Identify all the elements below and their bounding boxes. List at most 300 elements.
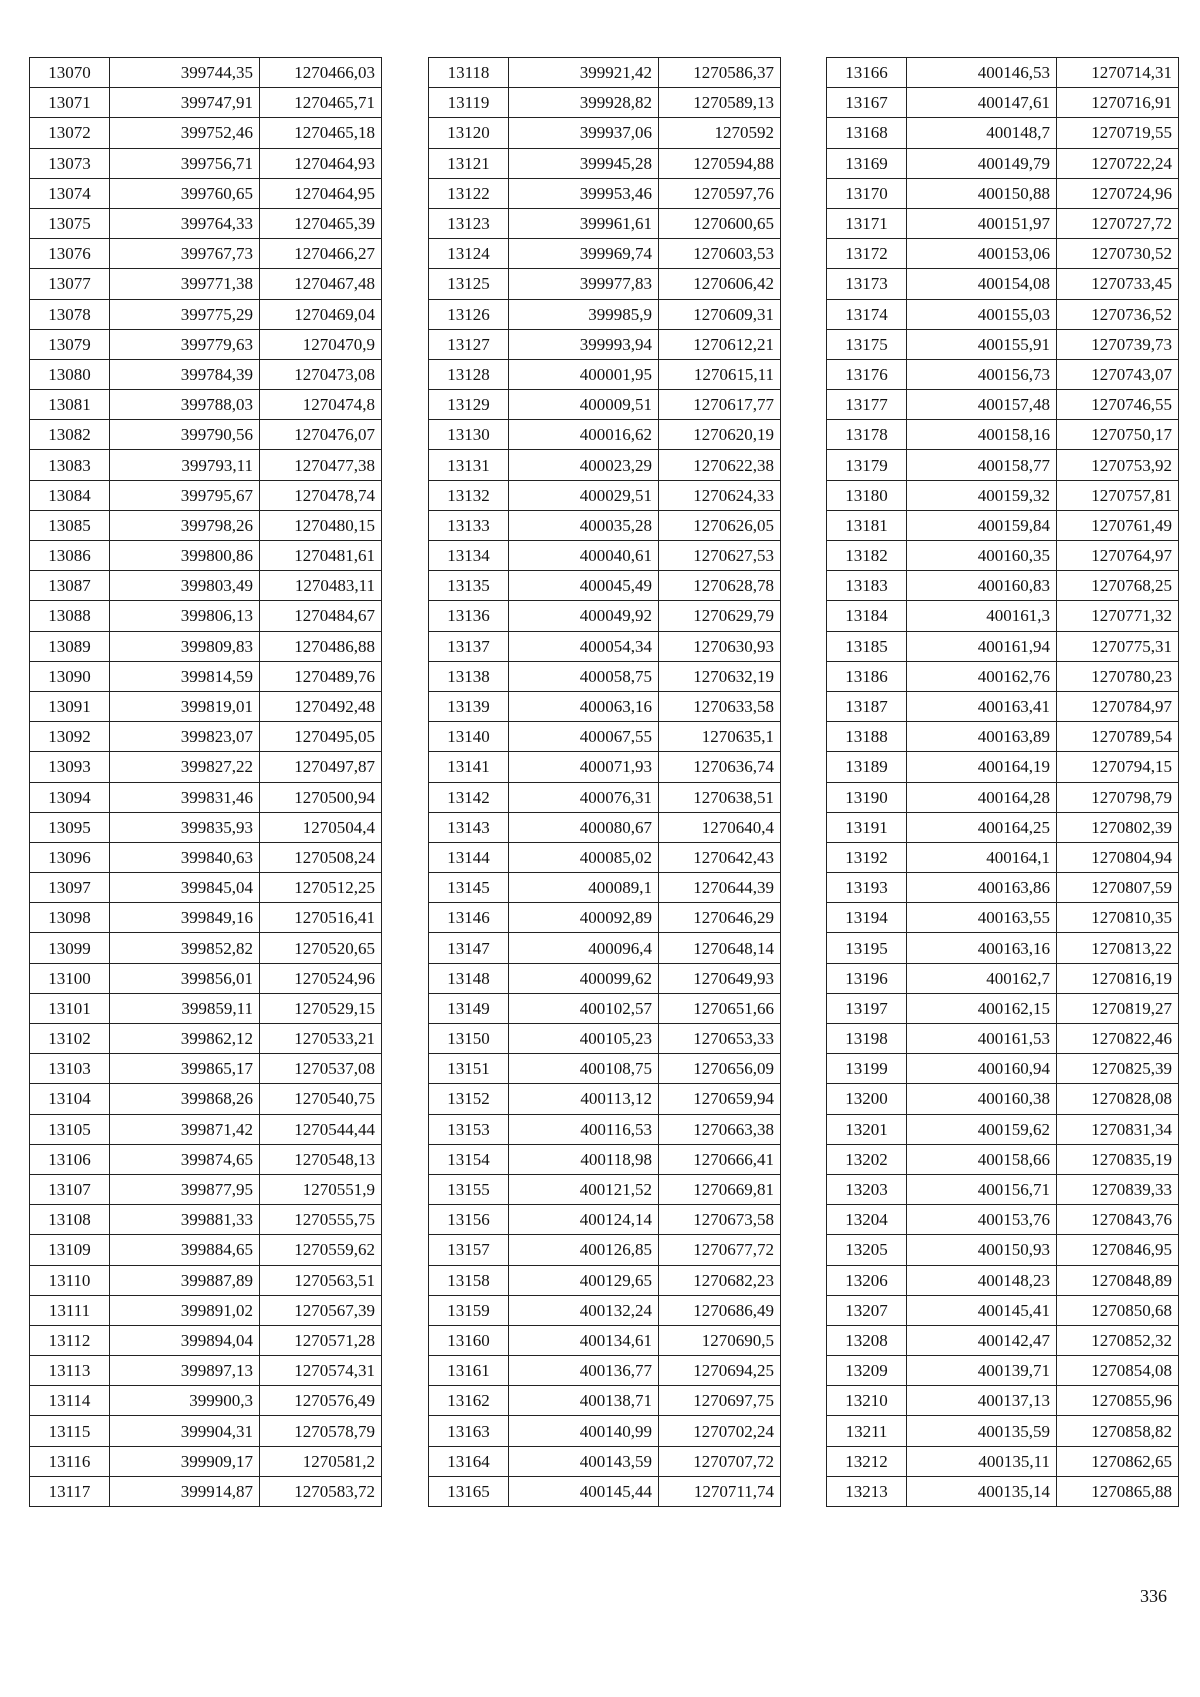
point-number-cell: 13129 xyxy=(429,390,509,420)
y-coordinate-cell: 1270484,67 xyxy=(260,601,382,631)
table-row xyxy=(827,1235,1179,1265)
y-coordinate-cell: 1270563,51 xyxy=(260,1265,382,1295)
point-number-cell: 13195 xyxy=(827,933,907,963)
table-row xyxy=(429,631,781,661)
point-number-cell: 13211 xyxy=(827,1416,907,1446)
point-number-cell: 13151 xyxy=(429,1054,509,1084)
point-number-cell: 13168 xyxy=(827,118,907,148)
table-row xyxy=(429,1295,781,1325)
table-row xyxy=(429,963,781,993)
point-number-cell: 13094 xyxy=(30,782,110,812)
point-number-cell: 13185 xyxy=(827,631,907,661)
table-row xyxy=(429,993,781,1023)
table-row xyxy=(429,118,781,148)
table-row xyxy=(30,269,382,299)
y-coordinate-cell: 1270636,74 xyxy=(659,752,781,782)
x-coordinate-cell: 400163,55 xyxy=(907,903,1057,933)
x-coordinate-cell: 400108,75 xyxy=(509,1054,659,1084)
table-row xyxy=(30,601,382,631)
x-coordinate-cell: 400132,24 xyxy=(509,1295,659,1325)
table-row xyxy=(827,993,1179,1023)
x-coordinate-cell: 399747,91 xyxy=(110,88,260,118)
x-coordinate-cell: 400134,61 xyxy=(509,1325,659,1355)
point-number-cell: 13206 xyxy=(827,1265,907,1295)
x-coordinate-cell: 400156,71 xyxy=(907,1174,1057,1204)
y-coordinate-cell: 1270629,79 xyxy=(659,601,781,631)
y-coordinate-cell: 1270600,65 xyxy=(659,208,781,238)
table-row xyxy=(429,903,781,933)
x-coordinate-cell: 399945,28 xyxy=(509,148,659,178)
table-row xyxy=(429,148,781,178)
table-row xyxy=(30,1054,382,1084)
y-coordinate-cell: 1270663,38 xyxy=(659,1114,781,1144)
table-row xyxy=(30,571,382,601)
point-number-cell: 13199 xyxy=(827,1054,907,1084)
table-row xyxy=(429,601,781,631)
y-coordinate-cell: 1270640,4 xyxy=(659,812,781,842)
y-coordinate-cell: 1270784,97 xyxy=(1057,691,1179,721)
y-coordinate-cell: 1270716,91 xyxy=(1057,88,1179,118)
table-row xyxy=(429,661,781,691)
table-row xyxy=(827,1446,1179,1476)
point-number-cell: 13189 xyxy=(827,752,907,782)
point-number-cell: 13210 xyxy=(827,1386,907,1416)
y-coordinate-cell: 1270470,9 xyxy=(260,329,382,359)
table-row xyxy=(827,752,1179,782)
table-row xyxy=(30,178,382,208)
point-number-cell: 13188 xyxy=(827,722,907,752)
x-coordinate-cell: 399928,82 xyxy=(509,88,659,118)
x-coordinate-cell: 399840,63 xyxy=(110,842,260,872)
y-coordinate-cell: 1270540,75 xyxy=(260,1084,382,1114)
table-row xyxy=(429,329,781,359)
x-coordinate-cell: 399831,46 xyxy=(110,782,260,812)
y-coordinate-cell: 1270576,49 xyxy=(260,1386,382,1416)
y-coordinate-cell: 1270633,58 xyxy=(659,691,781,721)
y-coordinate-cell: 1270533,21 xyxy=(260,1024,382,1054)
point-number-cell: 13071 xyxy=(30,88,110,118)
table-row xyxy=(30,1476,382,1506)
y-coordinate-cell: 1270632,19 xyxy=(659,661,781,691)
y-coordinate-cell: 1270620,19 xyxy=(659,420,781,450)
point-number-cell: 13131 xyxy=(429,450,509,480)
x-coordinate-cell: 399859,11 xyxy=(110,993,260,1023)
x-coordinate-cell: 399868,26 xyxy=(110,1084,260,1114)
table-row xyxy=(30,1205,382,1235)
point-number-cell: 13119 xyxy=(429,88,509,118)
table-row xyxy=(827,1476,1179,1506)
table-row xyxy=(30,510,382,540)
y-coordinate-cell: 1270724,96 xyxy=(1057,178,1179,208)
table-row xyxy=(429,1356,781,1386)
y-coordinate-cell: 1270594,88 xyxy=(659,148,781,178)
table-row xyxy=(827,903,1179,933)
x-coordinate-cell: 400049,92 xyxy=(509,601,659,631)
point-number-cell: 13161 xyxy=(429,1356,509,1386)
y-coordinate-cell: 1270686,49 xyxy=(659,1295,781,1325)
table-row xyxy=(30,903,382,933)
x-coordinate-cell: 399852,82 xyxy=(110,933,260,963)
x-coordinate-cell: 399788,03 xyxy=(110,390,260,420)
table-row xyxy=(30,1235,382,1265)
table-row xyxy=(429,420,781,450)
y-coordinate-cell: 1270638,51 xyxy=(659,782,781,812)
coordinates-table-1 xyxy=(29,57,382,1507)
table-row xyxy=(30,661,382,691)
table-row xyxy=(429,812,781,842)
table-row xyxy=(30,1446,382,1476)
y-coordinate-cell: 1270529,15 xyxy=(260,993,382,1023)
x-coordinate-cell: 400045,49 xyxy=(509,571,659,601)
y-coordinate-cell: 1270750,17 xyxy=(1057,420,1179,450)
table-row xyxy=(827,541,1179,571)
point-number-cell: 13166 xyxy=(827,58,907,88)
table-row xyxy=(30,1386,382,1416)
point-number-cell: 13160 xyxy=(429,1325,509,1355)
x-coordinate-cell: 400135,14 xyxy=(907,1476,1057,1506)
table-row xyxy=(429,450,781,480)
table-row xyxy=(429,88,781,118)
table-row xyxy=(827,1084,1179,1114)
x-coordinate-cell: 399767,73 xyxy=(110,239,260,269)
x-coordinate-cell: 400076,31 xyxy=(509,782,659,812)
x-coordinate-cell: 399921,42 xyxy=(509,58,659,88)
x-coordinate-cell: 399862,12 xyxy=(110,1024,260,1054)
x-coordinate-cell: 400140,99 xyxy=(509,1416,659,1446)
point-number-cell: 13133 xyxy=(429,510,509,540)
point-number-cell: 13104 xyxy=(30,1084,110,1114)
y-coordinate-cell: 1270659,94 xyxy=(659,1084,781,1114)
point-number-cell: 13164 xyxy=(429,1446,509,1476)
point-number-cell: 13137 xyxy=(429,631,509,661)
x-coordinate-cell: 400145,44 xyxy=(509,1476,659,1506)
y-coordinate-cell: 1270707,72 xyxy=(659,1446,781,1476)
table-row xyxy=(30,1416,382,1446)
table-row xyxy=(429,571,781,601)
table-row xyxy=(30,88,382,118)
y-coordinate-cell: 1270789,54 xyxy=(1057,722,1179,752)
point-number-cell: 13193 xyxy=(827,873,907,903)
y-coordinate-cell: 1270524,96 xyxy=(260,963,382,993)
x-coordinate-cell: 400163,89 xyxy=(907,722,1057,752)
y-coordinate-cell: 1270753,92 xyxy=(1057,450,1179,480)
x-coordinate-cell: 399849,16 xyxy=(110,903,260,933)
x-coordinate-cell: 399985,9 xyxy=(509,299,659,329)
point-number-cell: 13200 xyxy=(827,1084,907,1114)
point-number-cell: 13090 xyxy=(30,661,110,691)
y-coordinate-cell: 1270677,72 xyxy=(659,1235,781,1265)
x-coordinate-cell: 400148,23 xyxy=(907,1265,1057,1295)
y-coordinate-cell: 1270626,05 xyxy=(659,510,781,540)
x-coordinate-cell: 400161,53 xyxy=(907,1024,1057,1054)
table-row xyxy=(429,782,781,812)
x-coordinate-cell: 400137,13 xyxy=(907,1386,1057,1416)
x-coordinate-cell: 399977,83 xyxy=(509,269,659,299)
point-number-cell: 13204 xyxy=(827,1205,907,1235)
x-coordinate-cell: 399874,65 xyxy=(110,1144,260,1174)
x-coordinate-cell: 400080,67 xyxy=(509,812,659,842)
y-coordinate-cell: 1270592 xyxy=(659,118,781,148)
x-coordinate-cell: 399803,49 xyxy=(110,571,260,601)
x-coordinate-cell: 400162,15 xyxy=(907,993,1057,1023)
point-number-cell: 13184 xyxy=(827,601,907,631)
x-coordinate-cell: 400089,1 xyxy=(509,873,659,903)
y-coordinate-cell: 1270855,96 xyxy=(1057,1386,1179,1416)
y-coordinate-cell: 1270831,34 xyxy=(1057,1114,1179,1144)
x-coordinate-cell: 399771,38 xyxy=(110,269,260,299)
y-coordinate-cell: 1270822,46 xyxy=(1057,1024,1179,1054)
y-coordinate-cell: 1270628,78 xyxy=(659,571,781,601)
y-coordinate-cell: 1270846,95 xyxy=(1057,1235,1179,1265)
y-coordinate-cell: 1270473,08 xyxy=(260,359,382,389)
x-coordinate-cell: 399760,65 xyxy=(110,178,260,208)
y-coordinate-cell: 1270497,87 xyxy=(260,752,382,782)
x-coordinate-cell: 399823,07 xyxy=(110,722,260,752)
table-row xyxy=(429,1476,781,1506)
y-coordinate-cell: 1270739,73 xyxy=(1057,329,1179,359)
table-row xyxy=(827,601,1179,631)
x-coordinate-cell: 399800,86 xyxy=(110,541,260,571)
point-number-cell: 13169 xyxy=(827,148,907,178)
table-row xyxy=(827,1265,1179,1295)
y-coordinate-cell: 1270810,35 xyxy=(1057,903,1179,933)
point-number-cell: 13146 xyxy=(429,903,509,933)
y-coordinate-cell: 1270476,07 xyxy=(260,420,382,450)
y-coordinate-cell: 1270802,39 xyxy=(1057,812,1179,842)
y-coordinate-cell: 1270862,65 xyxy=(1057,1446,1179,1476)
table-row xyxy=(827,480,1179,510)
x-coordinate-cell: 400160,35 xyxy=(907,541,1057,571)
point-number-cell: 13196 xyxy=(827,963,907,993)
x-coordinate-cell: 400016,62 xyxy=(509,420,659,450)
point-number-cell: 13202 xyxy=(827,1144,907,1174)
point-number-cell: 13084 xyxy=(30,480,110,510)
x-coordinate-cell: 399937,06 xyxy=(509,118,659,148)
y-coordinate-cell: 1270486,88 xyxy=(260,631,382,661)
point-number-cell: 13212 xyxy=(827,1446,907,1476)
table-row xyxy=(429,390,781,420)
x-coordinate-cell: 400145,41 xyxy=(907,1295,1057,1325)
y-coordinate-cell: 1270764,97 xyxy=(1057,541,1179,571)
table-row xyxy=(30,1024,382,1054)
y-coordinate-cell: 1270649,93 xyxy=(659,963,781,993)
y-coordinate-cell: 1270666,41 xyxy=(659,1144,781,1174)
point-number-cell: 13165 xyxy=(429,1476,509,1506)
y-coordinate-cell: 1270642,43 xyxy=(659,842,781,872)
table-row xyxy=(827,1356,1179,1386)
y-coordinate-cell: 1270730,52 xyxy=(1057,239,1179,269)
x-coordinate-cell: 400063,16 xyxy=(509,691,659,721)
x-coordinate-cell: 399795,67 xyxy=(110,480,260,510)
x-coordinate-cell: 400142,47 xyxy=(907,1325,1057,1355)
x-coordinate-cell: 400124,14 xyxy=(509,1205,659,1235)
x-coordinate-cell: 399798,26 xyxy=(110,510,260,540)
point-number-cell: 13140 xyxy=(429,722,509,752)
y-coordinate-cell: 1270603,53 xyxy=(659,239,781,269)
table-row xyxy=(30,480,382,510)
table-row xyxy=(827,208,1179,238)
point-number-cell: 13203 xyxy=(827,1174,907,1204)
point-number-cell: 13149 xyxy=(429,993,509,1023)
x-coordinate-cell: 400116,53 xyxy=(509,1114,659,1144)
x-coordinate-cell: 400113,12 xyxy=(509,1084,659,1114)
x-coordinate-cell: 400149,79 xyxy=(907,148,1057,178)
point-number-cell: 13072 xyxy=(30,118,110,148)
y-coordinate-cell: 1270722,24 xyxy=(1057,148,1179,178)
table-row xyxy=(429,359,781,389)
x-coordinate-cell: 400138,71 xyxy=(509,1386,659,1416)
point-number-cell: 13080 xyxy=(30,359,110,389)
x-coordinate-cell: 399809,83 xyxy=(110,631,260,661)
point-number-cell: 13100 xyxy=(30,963,110,993)
y-coordinate-cell: 1270646,29 xyxy=(659,903,781,933)
y-coordinate-cell: 1270648,14 xyxy=(659,933,781,963)
y-coordinate-cell: 1270559,62 xyxy=(260,1235,382,1265)
table-row xyxy=(827,1144,1179,1174)
point-number-cell: 13096 xyxy=(30,842,110,872)
point-number-cell: 13172 xyxy=(827,239,907,269)
table-row xyxy=(827,510,1179,540)
x-coordinate-cell: 400163,41 xyxy=(907,691,1057,721)
x-coordinate-cell: 399891,02 xyxy=(110,1295,260,1325)
point-number-cell: 13205 xyxy=(827,1235,907,1265)
y-coordinate-cell: 1270555,75 xyxy=(260,1205,382,1235)
table-row xyxy=(30,450,382,480)
table-row xyxy=(30,1325,382,1355)
x-coordinate-cell: 400156,73 xyxy=(907,359,1057,389)
y-coordinate-cell: 1270589,13 xyxy=(659,88,781,118)
table-row xyxy=(30,299,382,329)
x-coordinate-cell: 400163,86 xyxy=(907,873,1057,903)
point-number-cell: 13097 xyxy=(30,873,110,903)
x-coordinate-cell: 399953,46 xyxy=(509,178,659,208)
point-number-cell: 13209 xyxy=(827,1356,907,1386)
y-coordinate-cell: 1270586,37 xyxy=(659,58,781,88)
table-row xyxy=(827,963,1179,993)
point-number-cell: 13106 xyxy=(30,1144,110,1174)
x-coordinate-cell: 400135,59 xyxy=(907,1416,1057,1446)
point-number-cell: 13170 xyxy=(827,178,907,208)
y-coordinate-cell: 1270469,04 xyxy=(260,299,382,329)
y-coordinate-cell: 1270858,82 xyxy=(1057,1416,1179,1446)
x-coordinate-cell: 399819,01 xyxy=(110,691,260,721)
table-row xyxy=(429,480,781,510)
y-coordinate-cell: 1270574,31 xyxy=(260,1356,382,1386)
table-row xyxy=(827,1205,1179,1235)
x-coordinate-cell: 400159,84 xyxy=(907,510,1057,540)
point-number-cell: 13079 xyxy=(30,329,110,359)
table-row xyxy=(30,148,382,178)
point-number-cell: 13144 xyxy=(429,842,509,872)
table-row xyxy=(30,1174,382,1204)
table-row xyxy=(827,1295,1179,1325)
point-number-cell: 13085 xyxy=(30,510,110,540)
x-coordinate-cell: 400164,1 xyxy=(907,842,1057,872)
point-number-cell: 13128 xyxy=(429,359,509,389)
x-coordinate-cell: 399884,65 xyxy=(110,1235,260,1265)
x-coordinate-cell: 399897,13 xyxy=(110,1356,260,1386)
point-number-cell: 13095 xyxy=(30,812,110,842)
y-coordinate-cell: 1270627,53 xyxy=(659,541,781,571)
x-coordinate-cell: 399871,42 xyxy=(110,1114,260,1144)
point-number-cell: 13111 xyxy=(30,1295,110,1325)
x-coordinate-cell: 400151,97 xyxy=(907,208,1057,238)
point-number-cell: 13181 xyxy=(827,510,907,540)
table-row xyxy=(827,88,1179,118)
table-row xyxy=(429,1174,781,1204)
x-coordinate-cell: 400155,91 xyxy=(907,329,1057,359)
point-number-cell: 13176 xyxy=(827,359,907,389)
table-row xyxy=(429,1416,781,1446)
point-number-cell: 13156 xyxy=(429,1205,509,1235)
x-coordinate-cell: 400159,62 xyxy=(907,1114,1057,1144)
table-row xyxy=(827,1416,1179,1446)
point-number-cell: 13138 xyxy=(429,661,509,691)
x-coordinate-cell: 400164,28 xyxy=(907,782,1057,812)
point-number-cell: 13132 xyxy=(429,480,509,510)
x-coordinate-cell: 399835,93 xyxy=(110,812,260,842)
y-coordinate-cell: 1270578,79 xyxy=(260,1416,382,1446)
x-coordinate-cell: 400157,48 xyxy=(907,390,1057,420)
point-number-cell: 13180 xyxy=(827,480,907,510)
x-coordinate-cell: 400001,95 xyxy=(509,359,659,389)
y-coordinate-cell: 1270583,72 xyxy=(260,1476,382,1506)
x-coordinate-cell: 400102,57 xyxy=(509,993,659,1023)
x-coordinate-cell: 400009,51 xyxy=(509,390,659,420)
table-row xyxy=(30,1295,382,1325)
table-row xyxy=(827,782,1179,812)
x-coordinate-cell: 400162,76 xyxy=(907,661,1057,691)
table-row xyxy=(30,722,382,752)
x-coordinate-cell: 400135,11 xyxy=(907,1446,1057,1476)
point-number-cell: 13086 xyxy=(30,541,110,571)
x-coordinate-cell: 400023,29 xyxy=(509,450,659,480)
table-row xyxy=(30,118,382,148)
point-number-cell: 13163 xyxy=(429,1416,509,1446)
point-number-cell: 13073 xyxy=(30,148,110,178)
point-number-cell: 13213 xyxy=(827,1476,907,1506)
table-row xyxy=(30,390,382,420)
x-coordinate-cell: 399845,04 xyxy=(110,873,260,903)
y-coordinate-cell: 1270727,72 xyxy=(1057,208,1179,238)
point-number-cell: 13177 xyxy=(827,390,907,420)
x-coordinate-cell: 399856,01 xyxy=(110,963,260,993)
x-coordinate-cell: 400035,28 xyxy=(509,510,659,540)
table-row xyxy=(827,329,1179,359)
point-number-cell: 13112 xyxy=(30,1325,110,1355)
table-row xyxy=(827,691,1179,721)
x-coordinate-cell: 400147,61 xyxy=(907,88,1057,118)
point-number-cell: 13198 xyxy=(827,1024,907,1054)
x-coordinate-cell: 400153,06 xyxy=(907,239,1057,269)
table-row xyxy=(429,1205,781,1235)
point-number-cell: 13201 xyxy=(827,1114,907,1144)
x-coordinate-cell: 400071,93 xyxy=(509,752,659,782)
y-coordinate-cell: 1270828,08 xyxy=(1057,1084,1179,1114)
table-row xyxy=(30,631,382,661)
table-row xyxy=(429,541,781,571)
table-row xyxy=(429,1114,781,1144)
table-row xyxy=(30,329,382,359)
y-coordinate-cell: 1270612,21 xyxy=(659,329,781,359)
point-number-cell: 13107 xyxy=(30,1174,110,1204)
x-coordinate-cell: 400139,71 xyxy=(907,1356,1057,1386)
y-coordinate-cell: 1270512,25 xyxy=(260,873,382,903)
x-coordinate-cell: 399887,89 xyxy=(110,1265,260,1295)
y-coordinate-cell: 1270548,13 xyxy=(260,1144,382,1174)
y-coordinate-cell: 1270630,93 xyxy=(659,631,781,661)
point-number-cell: 13187 xyxy=(827,691,907,721)
